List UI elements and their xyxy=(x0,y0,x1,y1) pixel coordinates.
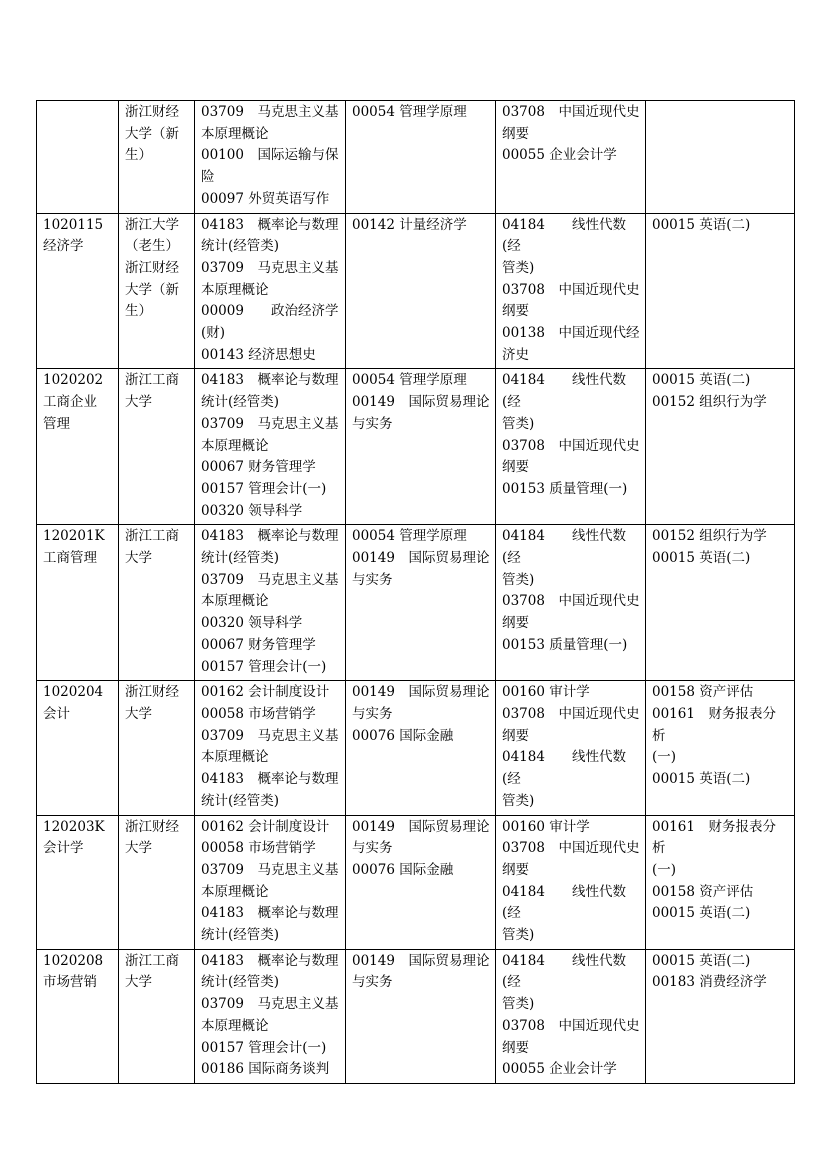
cell-line: 03708 中国近现代史 xyxy=(502,840,640,857)
cell-line: 03708 中国近现代史 xyxy=(502,705,640,722)
exam-schedule-body xyxy=(37,101,795,1084)
cell-line: 管类) xyxy=(502,792,535,809)
cell-line: 浙江财经 xyxy=(125,259,179,276)
exam-session-2-cell xyxy=(346,525,496,681)
cell-line: 04184 线性代数(经 xyxy=(502,749,626,788)
cell-line: 03708 中国近现代史 xyxy=(502,437,640,454)
cell-line: (财) xyxy=(201,325,226,342)
cell-line: 00100 国际运输与保 xyxy=(201,147,339,164)
exam-session-1-cell xyxy=(195,949,346,1083)
cell-line: 03708 中国近现代史 xyxy=(502,281,640,298)
cell-line: 120203K xyxy=(43,818,105,835)
exam-session-3-cell xyxy=(496,213,646,369)
cell-line: 00160 审计学 xyxy=(502,684,590,701)
exam-session-2-cell xyxy=(346,213,496,369)
cell-line: 00153 质量管理(一) xyxy=(502,480,628,497)
major-cell xyxy=(37,949,119,1083)
cell-line: 经济学 xyxy=(43,238,84,255)
cell-line: 00055 企业会计学 xyxy=(502,147,617,164)
exam-session-3-cell xyxy=(496,815,646,949)
cell-line: 00143 经济思想史 xyxy=(201,346,316,363)
cell-line: 浙江财经 xyxy=(125,818,179,835)
cell-line: (一) xyxy=(652,861,677,878)
exam-session-4-cell xyxy=(646,369,795,525)
cell-line: 00055 企业会计学 xyxy=(502,1061,617,1078)
cell-line: 1020115 xyxy=(43,216,104,233)
cell-line: 纲要 xyxy=(502,125,529,142)
cell-line: 管类) xyxy=(502,259,535,276)
cell-line: 04183 概率论与数理 xyxy=(201,216,339,233)
cell-line: 本原理概论 xyxy=(201,749,269,766)
major-cell xyxy=(37,213,119,369)
cell-line: 工商企业 xyxy=(43,394,97,411)
cell-line: 统计(经管类) xyxy=(201,550,280,567)
exam-session-1-cell xyxy=(195,369,346,525)
cell-line: 浙江工商 xyxy=(125,372,179,389)
cell-line: 00162 会计制度设计 xyxy=(201,684,330,701)
cell-line: 大学 xyxy=(125,394,152,411)
cell-line: 00054 管理学原理 xyxy=(352,372,467,389)
cell-line: 00067 财务管理学 xyxy=(201,636,316,653)
cell-line: 00076 国际金融 xyxy=(352,727,454,744)
exam-session-1-cell xyxy=(195,681,346,815)
cell-line: 03709 马克思主义基 xyxy=(201,415,339,432)
cell-line: 00149 国际贸易理论 xyxy=(352,684,490,701)
cell-line: 00015 英语(二) xyxy=(652,952,751,969)
cell-line: 本原理概论 xyxy=(201,281,269,298)
cell-line: 04184 线性代数(经 xyxy=(502,216,626,255)
cell-line: 统计(经管类) xyxy=(201,927,280,944)
cell-line: 生） xyxy=(125,303,152,320)
cell-line: 统计(经管类) xyxy=(201,974,280,991)
cell-line: 03709 马克思主义基 xyxy=(201,259,339,276)
table-row xyxy=(37,681,795,815)
cell-line: 00015 英语(二) xyxy=(652,372,751,389)
cell-line: 00138 中国近现代经 xyxy=(502,325,640,342)
cell-line: 工商管理 xyxy=(43,550,97,567)
cell-line: 03709 马克思主义基 xyxy=(201,104,339,120)
exam-session-4-cell xyxy=(646,949,795,1083)
cell-line: 00149 国际贸易理论 xyxy=(352,818,490,835)
cell-line: 120201K xyxy=(43,528,105,545)
cell-line: 统计(经管类) xyxy=(201,394,280,411)
cell-line: 管类) xyxy=(502,415,535,432)
school-cell xyxy=(119,213,195,369)
school-cell xyxy=(119,369,195,525)
cell-line: 00009 政治经济学 xyxy=(201,303,339,320)
cell-line: 管理 xyxy=(43,415,70,432)
cell-line: 纲要 xyxy=(502,1039,529,1056)
cell-line: 纲要 xyxy=(502,861,529,878)
cell-line: 浙江财经 xyxy=(125,684,179,701)
cell-line: 03708 中国近现代史 xyxy=(502,104,640,120)
exam-session-3-cell xyxy=(496,101,646,214)
cell-line: 会计 xyxy=(43,705,70,722)
exam-session-2-cell xyxy=(346,815,496,949)
cell-line: 1020202 xyxy=(43,372,104,389)
table-row xyxy=(37,815,795,949)
cell-line: 本原理概论 xyxy=(201,437,269,454)
cell-line: 04183 概率论与数理 xyxy=(201,905,339,922)
cell-line: 04183 概率论与数理 xyxy=(201,952,339,969)
cell-line: 00157 管理会计(一) xyxy=(201,480,327,497)
cell-line: 00058 市场营销学 xyxy=(201,705,316,722)
cell-line: 04183 概率论与数理 xyxy=(201,372,339,389)
cell-line: 00160 审计学 xyxy=(502,818,590,835)
cell-line: 00320 领导科学 xyxy=(201,615,303,632)
cell-line: 00015 英语(二) xyxy=(652,771,751,788)
cell-line: 03709 马克思主义基 xyxy=(201,571,339,588)
cell-line: 大学（新 xyxy=(125,281,179,298)
cell-line: 纲要 xyxy=(502,459,529,476)
cell-line: 大学 xyxy=(125,705,152,722)
cell-line: 03708 中国近现代史 xyxy=(502,593,640,610)
cell-line: 00152 组织行为学 xyxy=(652,528,767,545)
cell-line: 纲要 xyxy=(502,303,529,320)
cell-line: 00152 组织行为学 xyxy=(652,394,767,411)
cell-line: 00157 管理会计(一) xyxy=(201,658,327,675)
cell-line: 00153 质量管理(一) xyxy=(502,636,628,653)
school-cell xyxy=(119,101,195,214)
cell-line: 管类) xyxy=(502,927,535,944)
cell-line: 1020204 xyxy=(43,684,104,701)
cell-line: 与实务 xyxy=(352,415,393,432)
exam-session-4-cell xyxy=(646,815,795,949)
major-cell xyxy=(37,815,119,949)
school-cell xyxy=(119,815,195,949)
cell-line: 本原理概论 xyxy=(201,593,269,610)
cell-line: (一) xyxy=(652,749,677,766)
cell-line: 00067 财务管理学 xyxy=(201,459,316,476)
cell-line: 生） xyxy=(125,147,152,164)
exam-session-1-cell xyxy=(195,525,346,681)
cell-line: 统计(经管类) xyxy=(201,238,280,255)
major-cell xyxy=(37,681,119,815)
cell-line: 00320 领导科学 xyxy=(201,502,303,519)
cell-line: 00054 管理学原理 xyxy=(352,528,467,545)
cell-line: 00186 国际商务谈判 xyxy=(201,1061,330,1078)
major-cell xyxy=(37,369,119,525)
cell-line: 00015 英语(二) xyxy=(652,216,751,233)
cell-line: 04183 概率论与数理 xyxy=(201,771,339,788)
cell-line: 00161 财务报表分析 xyxy=(652,818,776,857)
cell-line: 00149 国际贸易理论 xyxy=(352,394,490,411)
cell-line: 00157 管理会计(一) xyxy=(201,1039,327,1056)
cell-line: 大学 xyxy=(125,840,152,857)
cell-line: 与实务 xyxy=(352,571,393,588)
table-row xyxy=(37,525,795,681)
table-row xyxy=(37,101,795,214)
cell-line: 险 xyxy=(201,169,215,186)
exam-session-4-cell xyxy=(646,681,795,815)
cell-line: 浙江工商 xyxy=(125,952,179,969)
cell-line: 00162 会计制度设计 xyxy=(201,818,330,835)
school-cell xyxy=(119,681,195,815)
exam-session-1-cell xyxy=(195,815,346,949)
cell-line: 1020208 xyxy=(43,952,104,969)
cell-line: 00149 国际贸易理论 xyxy=(352,952,490,969)
school-cell xyxy=(119,949,195,1083)
cell-line: 统计(经管类) xyxy=(201,792,280,809)
cell-line: 会计学 xyxy=(43,840,84,857)
cell-line: 00015 英语(二) xyxy=(652,550,751,567)
exam-session-2-cell xyxy=(346,681,496,815)
cell-line: 管类) xyxy=(502,996,535,1013)
cell-line: 03709 马克思主义基 xyxy=(201,861,339,878)
cell-line: 00149 国际贸易理论 xyxy=(352,550,490,567)
cell-line: 管类) xyxy=(502,571,535,588)
cell-line: 00158 资产评估 xyxy=(652,883,754,900)
cell-line: 本原理概论 xyxy=(201,1017,269,1034)
cell-line: 03709 马克思主义基 xyxy=(201,996,339,1013)
cell-line: 00097 外贸英语写作 xyxy=(201,190,330,207)
major-cell xyxy=(37,525,119,681)
cell-line: 大学 xyxy=(125,550,152,567)
major-cell xyxy=(37,101,119,214)
exam-session-4-cell xyxy=(646,213,795,369)
cell-line: 大学 xyxy=(125,974,152,991)
cell-line: 济史 xyxy=(502,346,529,363)
cell-line: 浙江工商 xyxy=(125,528,179,545)
cell-line: 00076 国际金融 xyxy=(352,861,454,878)
exam-schedule-table xyxy=(36,100,795,1084)
cell-line: 00058 市场营销学 xyxy=(201,840,316,857)
cell-line: 03708 中国近现代史 xyxy=(502,1017,640,1034)
exam-session-4-cell xyxy=(646,101,795,214)
exam-session-4-cell xyxy=(646,525,795,681)
school-cell xyxy=(119,525,195,681)
cell-line: 本原理概论 xyxy=(201,125,269,142)
cell-line: 04184 线性代数(经 xyxy=(502,883,626,922)
cell-line: 浙江财经 xyxy=(125,104,179,120)
cell-line: 00142 计量经济学 xyxy=(352,216,467,233)
cell-line: （老生） xyxy=(125,238,179,255)
cell-line: 与实务 xyxy=(352,705,393,722)
cell-line: 与实务 xyxy=(352,840,393,857)
exam-session-2-cell xyxy=(346,101,496,214)
cell-line: 04183 概率论与数理 xyxy=(201,528,339,545)
table-row xyxy=(37,213,795,369)
table-row xyxy=(37,949,795,1083)
cell-line: 纲要 xyxy=(502,727,529,744)
cell-line: 纲要 xyxy=(502,615,529,632)
cell-line: 00158 资产评估 xyxy=(652,684,754,701)
cell-line: 00183 消费经济学 xyxy=(652,974,767,991)
cell-line: 03709 马克思主义基 xyxy=(201,727,339,744)
cell-line: 与实务 xyxy=(352,974,393,991)
cell-line: 04184 线性代数(经 xyxy=(502,372,626,411)
exam-session-3-cell xyxy=(496,949,646,1083)
cell-line: 市场营销 xyxy=(43,974,97,991)
cell-line: 04184 线性代数(经 xyxy=(502,952,626,991)
table-row xyxy=(37,369,795,525)
cell-line: 00054 管理学原理 xyxy=(352,104,467,120)
cell-line: 04184 线性代数(经 xyxy=(502,528,626,567)
exam-session-3-cell xyxy=(496,369,646,525)
cell-line: 大学（新 xyxy=(125,125,179,142)
cell-line: 浙江大学 xyxy=(125,216,179,233)
exam-session-3-cell xyxy=(496,525,646,681)
cell-line: 00015 英语(二) xyxy=(652,905,751,922)
exam-session-1-cell xyxy=(195,213,346,369)
cell-line: 本原理概论 xyxy=(201,883,269,900)
exam-session-3-cell xyxy=(496,681,646,815)
exam-session-1-cell xyxy=(195,101,346,214)
exam-session-2-cell xyxy=(346,369,496,525)
cell-line: 00161 财务报表分析 xyxy=(652,705,776,744)
exam-session-2-cell xyxy=(346,949,496,1083)
